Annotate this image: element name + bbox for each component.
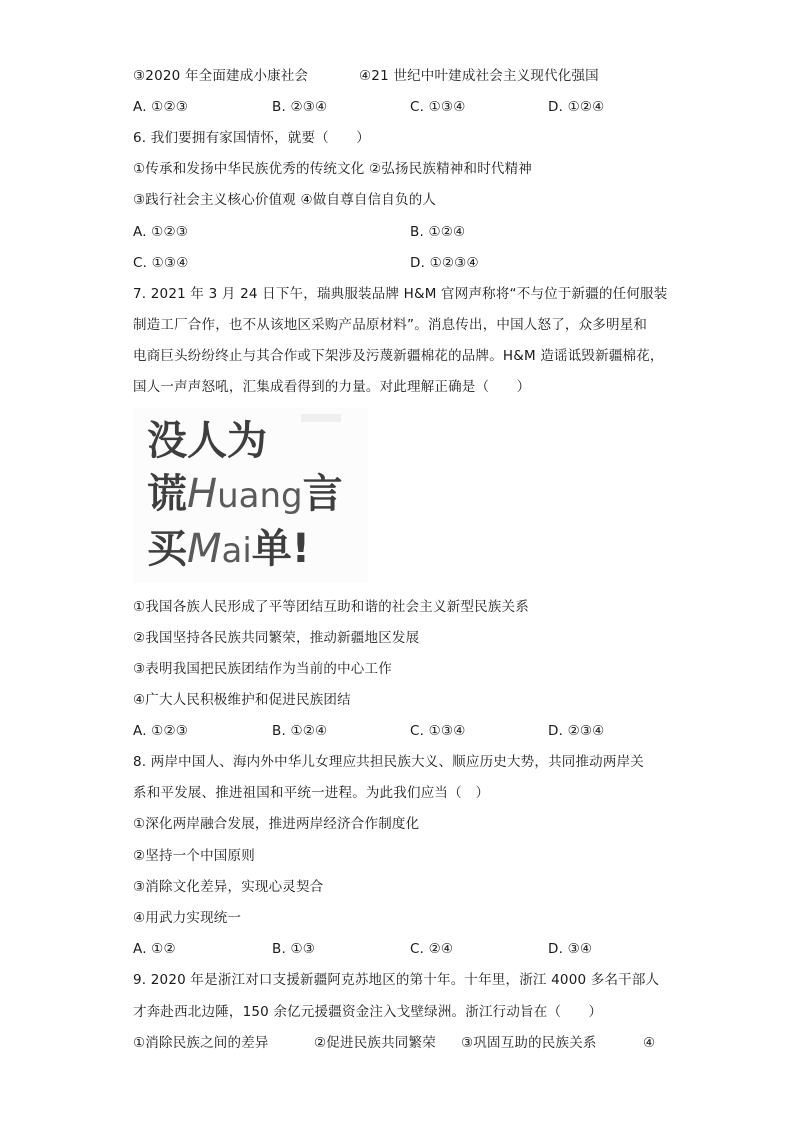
slogan-line-3-a: 买 [147,526,187,572]
slogan-line-3-b: M [187,526,222,572]
slogan-line-2-b: H [187,471,218,517]
q7-item-2: ②我国坚持各民族共同繁荣，推动新疆地区发展 [133,630,420,646]
slogan-line-2-a: 谎 [147,471,187,517]
q7-option-d: D. ②③④ [548,723,605,739]
q6-option-c: C. ①③④ [133,255,189,271]
q5-item-3-text: ③2020 年全面建成小康社会 [133,68,309,84]
image-faint-mark [301,414,341,422]
q6-option-d: D. ①②③④ [410,255,479,271]
q8-stem-line-2: 系和平发展、推进祖国和平统一进程。为此我们应当（ ） [133,785,490,801]
q8-option-c: C. ②④ [410,941,454,957]
q8-item-4: ④用武力实现统一 [133,910,242,926]
slogan-line-2-d: 言 [302,471,343,517]
q7-stem-line-1: 7. 2021 年 3 月 24 日下午，瑞典服装品牌 H&M 官网声称将“不与位于新疆的任何服装 [133,286,668,302]
slogan-line-2-c: uang [217,476,303,516]
q9-item-2: ②促进民族共同繁荣 [314,1035,436,1051]
q7-stem-line-3: 电商巨头纷纷终止与其合作或下架涉及污蔑新疆棉花的品牌。H&M 造谣诋毁新疆棉花， [133,348,664,364]
slogan-line-1: 没人为 [147,418,267,464]
q7-option-b: B. ①②④ [272,723,328,739]
q8-stem-line-1: 8. 两岸中国人、海内外中华儿女理应共担民族大义、顺应历史大势，共同推动两岸关 [133,754,644,770]
q6-item-line-2: ③践行社会主义核心价值观 ④做自尊自信自负的人 [133,192,437,208]
slogan-line-2 [147,471,343,519]
q6-item-line-1: ①传承和发扬中华民族优秀的传统文化 ②弘扬民族精神和时代精神 [133,161,532,177]
q9-item-4: ④ [643,1035,656,1051]
q8-item-2: ②坚持一个中国原则 [133,848,255,864]
q7-slogan-image [133,408,368,583]
q5-option-c: C. ①③④ [410,99,466,115]
q5-item-4-text: ④21 世纪中叶建成社会主义现代化强国 [359,68,599,84]
q9-item-3: ③巩固互助的民族关系 [461,1035,597,1051]
q7-option-c: C. ①③④ [410,723,466,739]
q8-option-b: B. ①③ [272,941,316,957]
q7-stem-line-2: 制造工厂合作，也不从该地区采购产品原材料”。消息传出，中国人怒了，众多明星和 [133,317,648,333]
q5-option-d: D. ①②④ [548,99,605,115]
q6-option-a: A. ①②③ [133,224,189,240]
q6-stem: 6. 我们要拥有家国情怀，就要（ ） [133,130,370,146]
q6-option-b: B. ①②④ [410,224,466,240]
q8-item-3: ③消除文化差异，实现心灵契合 [133,879,324,895]
q8-option-d: D. ③④ [548,941,593,957]
q7-option-a: A. ①②③ [133,723,189,739]
q5-item-3 [133,66,599,86]
slogan-line-3-d: 单! [251,526,311,572]
q9-stem-line-1: 9. 2020 年是浙江对口支援新疆阿克苏地区的第十年。十年里，浙江 4000 多名干部人 [133,972,660,988]
q5-option-a: A. ①②③ [133,99,189,115]
q7-item-4: ④广大人民积极维护和促进民族团结 [133,692,351,708]
slogan-line-3 [147,526,310,574]
q8-item-1: ①深化两岸融合发展，推进两岸经济合作制度化 [133,816,420,832]
slogan-line-3-c: ai [221,531,252,571]
q7-item-3: ③表明我国把民族团结作为当前的中心工作 [133,661,392,677]
q5-option-b: B. ②③④ [272,99,328,115]
q7-stem-line-4: 国人一声声怒吼，汇集成看得到的力量。对此理解正确是（ ） [133,379,531,395]
q7-item-1: ①我国各族人民形成了平等团结互助和谐的社会主义新型民族关系 [133,599,529,615]
q9-stem-line-2: 才奔赴西北边陲，150 余亿元援疆资金注入戈壁绿洲。浙江行动旨在（ ） [133,1004,603,1020]
q9-item-1: ①消除民族之间的差异 [133,1035,269,1051]
q8-option-a: A. ①② [133,941,176,957]
